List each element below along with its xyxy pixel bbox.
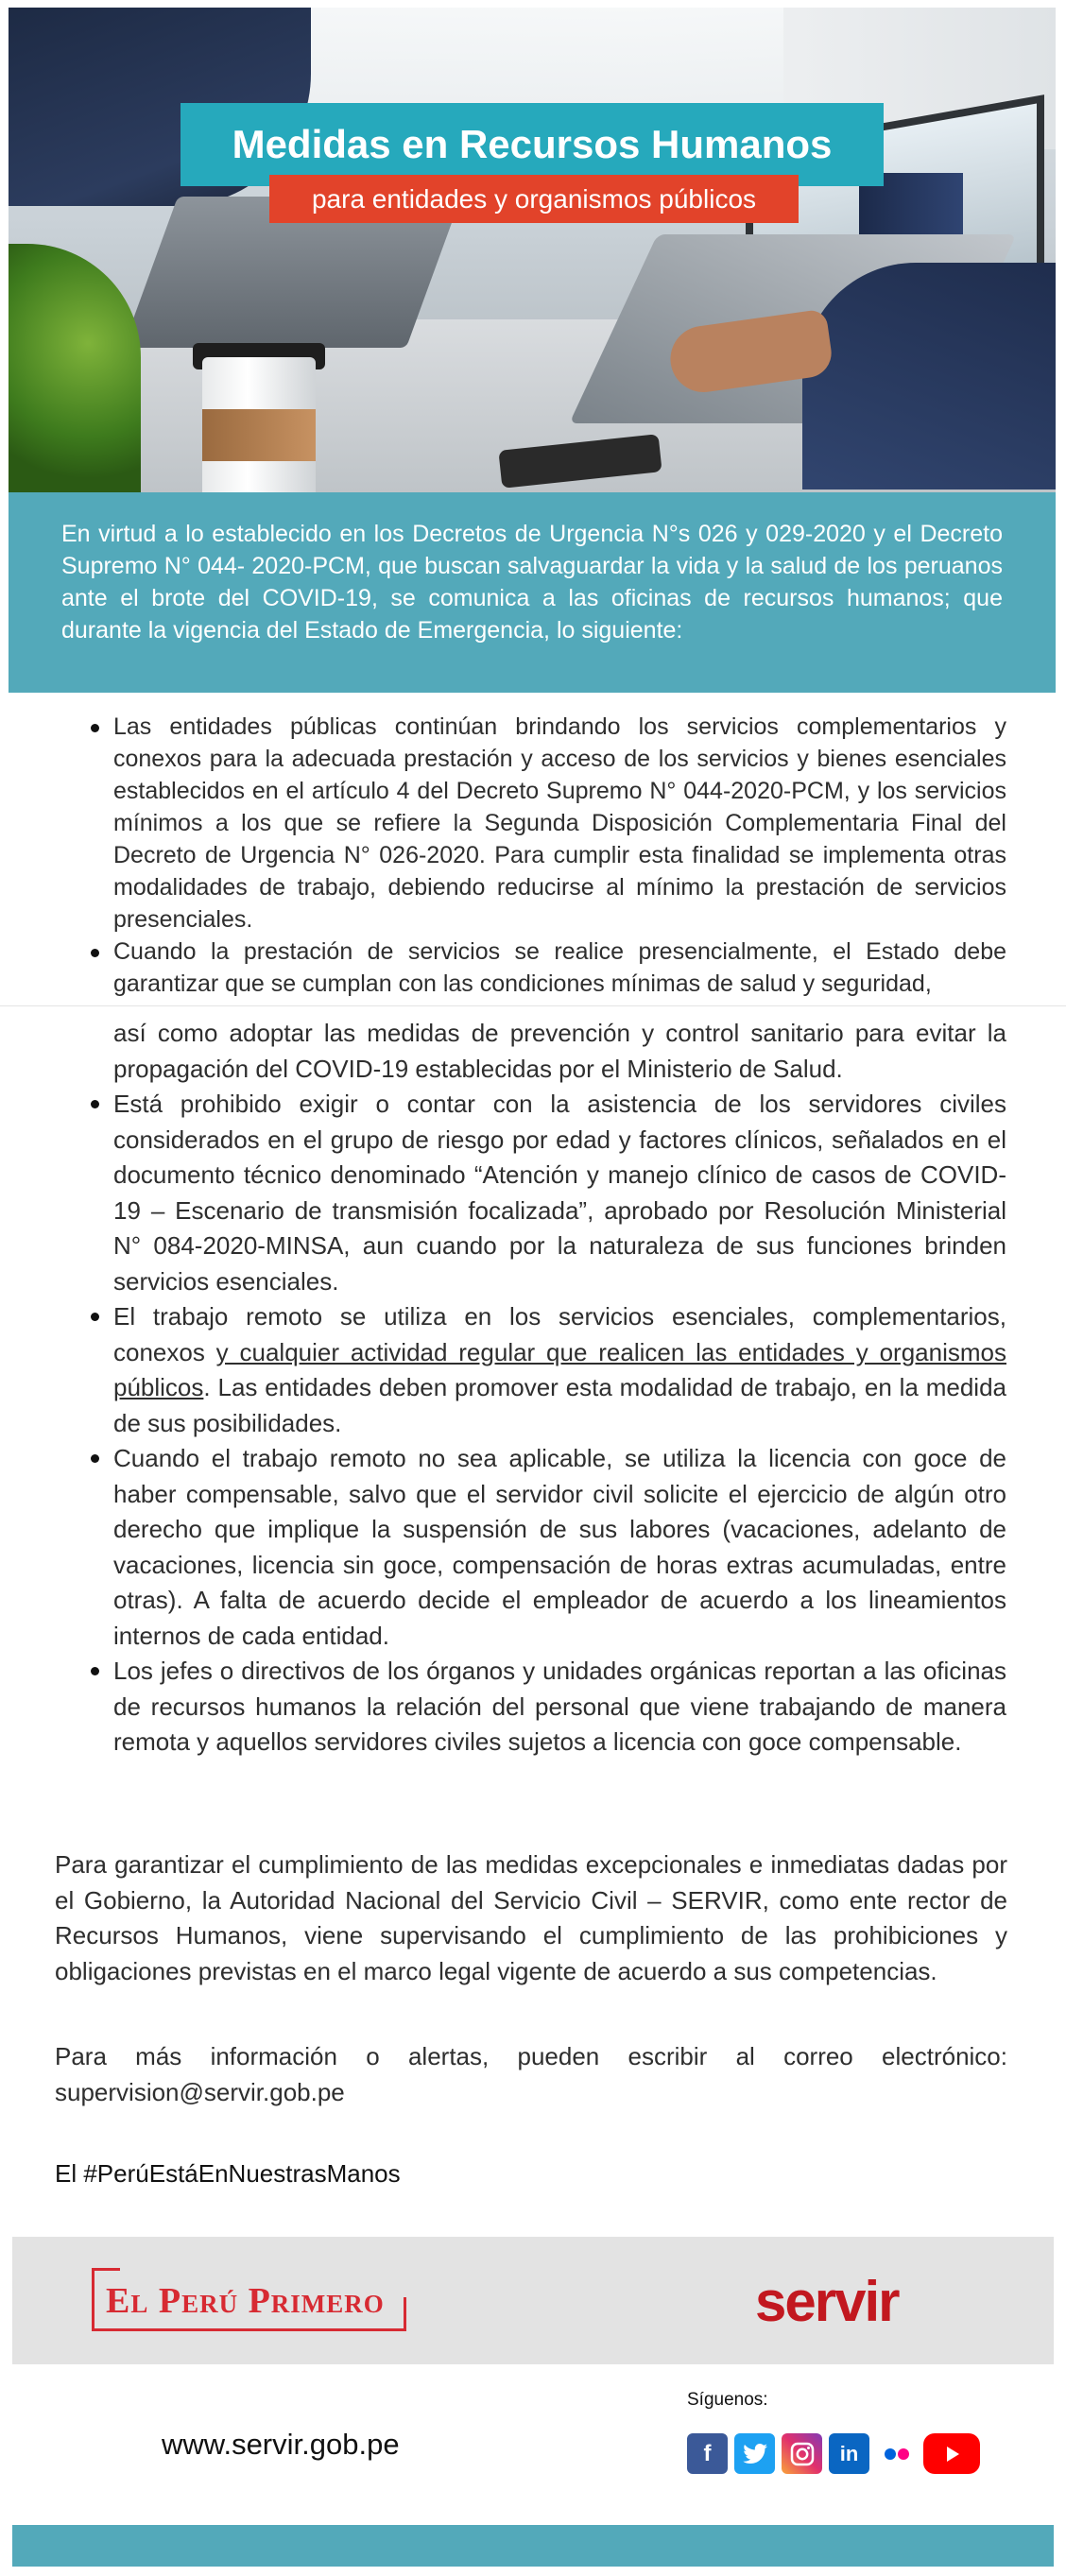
peru-primero-logo [92,2271,404,2331]
underlined-text: y cualquier actividad regular que realicen las entidades y organismos públicos [113,1337,1006,1401]
youtube-icon[interactable] [923,2433,980,2474]
hero-photo-cup-band [202,409,316,461]
list-item: Los jefes o directivos de los órganos y unidades orgánicas reportan a las oficinas de recursos humanos la relación del personal que viene trabajando de manera remota y aquellos servidores civiles sujetos a licencia con goce compensable. [113,1654,1006,1760]
logo-band [12,2237,1054,2364]
supervision-paragraph: Para garantizar el cumplimiento de las medidas excepcionales e inmediatas dadas por el Gobierno, la Autoridad Nacional del Servicio Civil – SERVIR, como ente rector de Recursos Humanos, viene supervisando el cumplimiento de las prohibiciones y obligaciones previstas en el marco legal vigente de acuerdo a sus competencias. [55,1850,1007,1985]
contact-paragraph: Para más información o alertas, pueden escribir al correo electrónico: supervision@servir.gob.pe [55,2042,1007,2106]
measures-list [113,711,1006,1000]
hero-photo-plant [9,244,141,492]
hero-photo-person [802,263,1056,489]
list-item: Cuando el trabajo remoto no sea aplicable, se utiliza la licencia con goce de haber compensable, salvo que el servidor civil solicite el ejercicio de algún otro derecho que implique la suspensión de sus labores (vacaciones, adelanto de vacaciones, licencia sin goce, compensación de horas extras acumuladas, entre otras). A falta de acuerdo decide el empleador de acuerdo a los lineamientos internos de cada entidad. [113,1441,1006,1654]
list-item-text: . Las entidades deben promover esta modalidad de trabajo, en la medida de sus posibilidades. [113,1373,1006,1437]
list-item: Cuando la prestación de servicios se realice presencialmente, el Estado debe garantizar que se cumplan con las condiciones mínimas de salud y seguridad, [113,936,1006,1000]
measures-list-continued [113,1016,1006,1760]
flickr-icon[interactable] [876,2433,917,2474]
footer-band [12,2525,1054,2567]
facebook-icon[interactable]: f [687,2433,728,2474]
intro-text: En virtud a lo establecido en los Decretos de Urgencia N°s 026 y 029-2020 y el Decreto Supremo N° 044- 2020-PCM, que buscan salvaguardar la vida y la salud de los peruanos ante el brote del COVID-19, se comunica a las oficinas de recursos humanos; que durante la vigencia del Estado de Emergencia, lo siguiente: [61,521,1003,644]
list-item-text: El trabajo remoto se utiliza en los servicios esenciales, complementarios, conexos [113,1302,1006,1366]
list-item: Las entidades públicas continúan brindando los servicios complementarios y conexos para la adecuada prestación y acceso de los servicios y bienes esenciales establecidos en el artículo 4 del Decreto Supremo N° 044-2020-PCM, y los servicios mínimos a los que se refiere la Segunda Disposición Complementaria Final del Decreto de Urgencia N° 026-2020. Para cumplir esta finalidad se implementa otras modalidades de trabajo, debiendo reducirse al mínimo la prestación de servicios presenciales. [113,711,1006,936]
linkedin-icon[interactable]: in [829,2433,869,2474]
banner-subtitle: para entidades y organismos públicos [269,175,799,223]
list-item [113,1299,1006,1441]
hero-banner [9,8,1056,492]
peru-primero-logo-text: El Perú Primero [106,2281,385,2321]
intro-section [9,492,1056,693]
instagram-icon[interactable] [782,2433,822,2474]
follow-label: Síguenos: [687,2390,768,2410]
list-item: Está prohibido exigir o contar con la asistencia de los servidores civiles considerados en el grupo de riesgo por edad y factores clínicos, señalados en el documento técnico denominado “Atención y manejo clínico de casos de COVID-19 – Escenario de transmisión focalizada”, aprobado por Resolución Ministerial N° 084-2020-MINSA, aun cuando por la naturaleza de sus funciones brinden servicios esenciales. [113,1087,1006,1299]
list-item: así como adoptar las medidas de prevención y control sanitario para evitar la propagación del COVID-19 establecidas por el Ministerio de Salud. [113,1019,1006,1083]
website-link[interactable]: www.servir.gob.pe [162,2428,400,2461]
divider [0,1005,1066,1006]
social-links [687,2433,980,2474]
servir-logo-text: servir [755,2270,899,2333]
banner-title: Medidas en Recursos Humanos [181,103,884,186]
twitter-icon[interactable] [734,2433,775,2474]
hashtag: El #PerúEstáEnNuestrasManos [55,2159,401,2188]
servir-logo [755,2269,1001,2335]
